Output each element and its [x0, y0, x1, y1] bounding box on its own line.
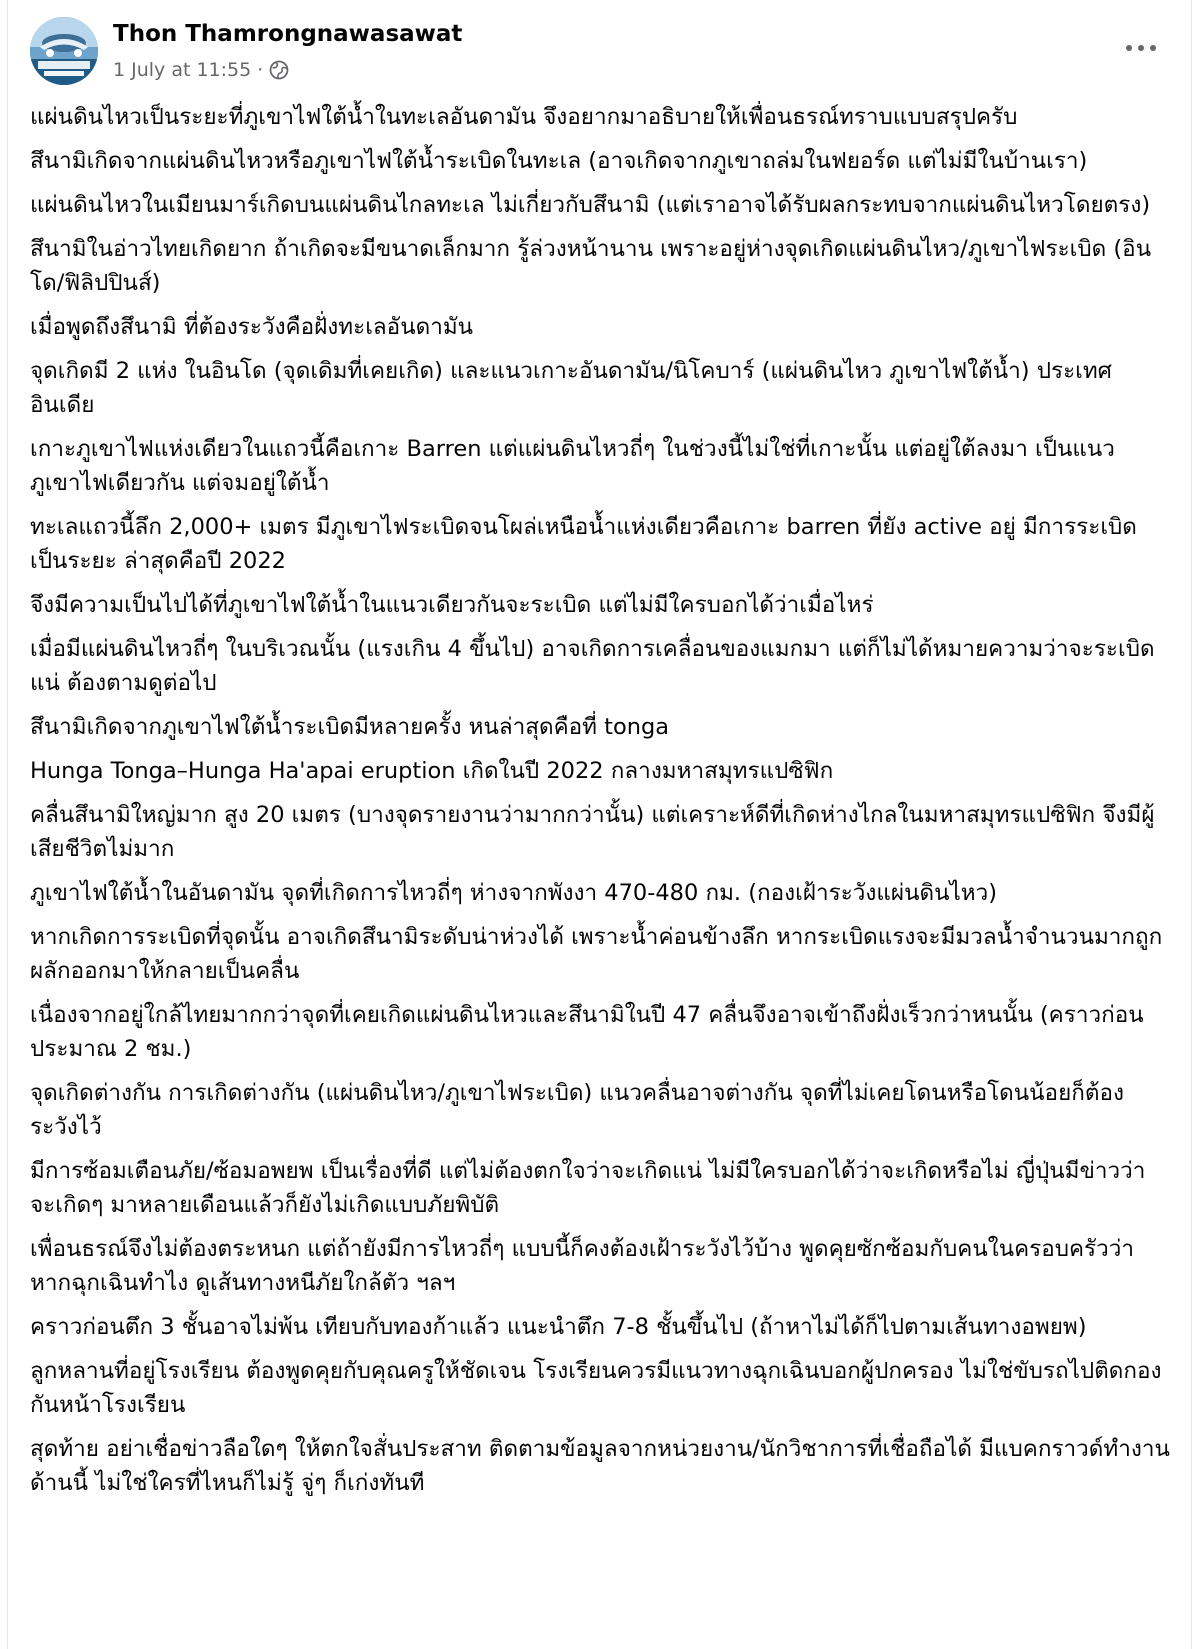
post-timestamp[interactable]: 1 July at 11:55: [113, 59, 252, 81]
post-body: [30, 100, 1170, 1510]
post-paragraph: ลูกหลานที่อยู่โรงเรียน ต้องพูดคุยกับคุณครูให้ชัดเจน โรงเรียนควรมีแนวทางฉุกเฉินบอกผู้ปกครอง ไม่ใช่ขับรถไปติดกองกันหน้าโรงเรียน: [30, 1358, 1162, 1418]
avatar-image: [30, 17, 98, 85]
post-paragraph: ภูเขาไฟใต้น้ำในอันดามัน จุดที่เกิดการไหวถี่ๆ ห่างจากพังงา 470-480 กม. (กองเฝ้าระวังแผ่นดินไหว): [30, 880, 998, 906]
post-paragraph: สุดท้าย อย่าเชื่อข่าวลือใดๆ ให้ตกใจสั่นประสาท ติดตามข้อมูลจากหน่วยงาน/นักวิชาการที่เชื่อถือได้ มีแบคกราวด์ทำงานด้านนี้ ไม่ใช่ใครที่ไหนก็ไม่รู้ จู่ๆ ก็เก่งทันที: [30, 1436, 1170, 1496]
post-paragraph: แผ่นดินไหวในเมียนมาร์เกิดบนแผ่นดินไกลทะเล ไม่เกี่ยวกับสึนามิ (แต่เราอาจได้รับผลกระทบจากแผ่นดินไหวโดยตรง): [30, 192, 1151, 218]
more-options-icon[interactable]: [1119, 32, 1163, 64]
post-paragraph: จุดเกิดต่างกัน การเกิดต่างกัน (แผ่นดินไหว/ภูเขาไฟระเบิด) แนวคลื่นอาจต่างกัน จุดที่ไม่เคยโดนหรือโดนน้อยก็ต้องระวังไว้: [30, 1080, 1124, 1140]
more-dot: [1138, 45, 1144, 51]
avatar[interactable]: [30, 17, 98, 85]
post-paragraph: คลื่นสึนามิใหญ่มาก สูง 20 เมตร (บางจุดรายงานว่ามากกว่านั้น) แต่เคราะห์ดีที่เกิดห่างไกลในมหาสมุทรแปซิฟิก จึงมีผู้เสียชีวิตไม่มาก: [30, 802, 1155, 862]
post-paragraph: สึนามิเกิดจากภูเขาไฟใต้น้ำระเบิดมีหลายครั้ง หนล่าสุดคือที่ tonga: [30, 714, 670, 740]
more-dot: [1150, 45, 1156, 51]
globe-icon[interactable]: [269, 60, 289, 80]
post-paragraph: เนื่องจากอยู่ใกล้ไทยมากกว่าจุดที่เคยเกิดแผ่นดินไหวและสึนามิในปี 47 คลื่นจึงอาจเข้าถึงฝั่งเร็วกว่าหนนั้น (คราวก่อนประมาณ 2 ชม.): [30, 1002, 1144, 1062]
post-paragraph: แผ่นดินไหวเป็นระยะที่ภูเขาไฟใต้น้ำในทะเลอันดามัน จึงอยากมาอธิบายให้เพื่อนธรณ์ทราบแบบสรุปครับ: [30, 104, 1018, 130]
post-paragraph: หากเกิดการระเบิดที่จุดนั้น อาจเกิดสึนามิระดับน่าห่วงได้ เพราะน้ำค่อนข้างลึก หากระเบิดแรงจะมีมวลน้ำจำนวนมากถูกผลักออกมาให้กลายเป็นคลื่น: [30, 924, 1163, 984]
author-name[interactable]: Thon Thamrongnawasawat: [113, 21, 463, 47]
post-header: [8, 0, 1191, 96]
post-paragraph: เกาะภูเขาไฟแห่งเดียวในแถวนี้คือเกาะ Barren แต่แผ่นดินไหวถี่ๆ ในช่วงนี้ไม่ใช่ที่เกาะนั้น แต่อยู่ใต้ลงมา เป็นแนวภูเขาไฟเดียวกัน แต่จมอยู่ใต้น้ำ: [30, 436, 1115, 496]
post-paragraph: Hunga Tonga–Hunga Ha'apai eruption เกิดในปี 2022 กลางมหาสมุทรแปซิฟิก: [30, 758, 834, 784]
post-paragraph: จึงมีความเป็นไปได้ที่ภูเขาไฟใต้น้ำในแนวเดียวกันจะระเบิด แต่ไม่มีใครบอกได้ว่าเมื่อไหร่: [30, 592, 874, 618]
post-meta: [113, 57, 289, 83]
post-paragraph: สึนามิในอ่าวไทยเกิดยาก ถ้าเกิดจะมีขนาดเล็กมาก รู้ล่วงหน้านาน เพราะอยู่ห่างจุดเกิดแผ่นดินไหว/ภูเขาไฟระเบิด (อินโด/ฟิลิปปินส์): [30, 236, 1152, 296]
post-paragraph: คราวก่อนตึก 3 ชั้นอาจไม่พ้น เทียบกับทองก้าแล้ว แนะนำตึก 7-8 ชั้นขึ้นไป (ถ้าหาไม่ได้ก็ไปตามเส้นทางอพยพ): [30, 1314, 1087, 1340]
more-dot: [1126, 45, 1132, 51]
post-paragraph: เมื่อพูดถึงสึนามิ ที่ต้องระวังคือฝั่งทะเลอันดามัน: [30, 314, 474, 340]
post-card: [7, 0, 1192, 1649]
post-paragraph: ทะเลแถวนี้ลึก 2,000+ เมตร มีภูเขาไฟระเบิดจนโผล่เหนือน้ำแห่งเดียวคือเกาะ barren ที่ยัง active อยู่ มีการระเบิดเป็นระยะ ล่าสุดคือปี 2022: [30, 514, 1137, 574]
post-paragraph: มีการซ้อมเตือนภัย/ซ้อมอพยพ เป็นเรื่องที่ดี แต่ไม่ต้องตกใจว่าจะเกิดแน่ ไม่มีใครบอกได้ว่าจะเกิดหรือไม่ ญี่ปุ่นมีข่าวว่าจะเกิดๆ มาหลายเดือนแล้วก็ยังไม่เกิดแบบภัยพิบัติ: [30, 1158, 1146, 1218]
post-paragraph: เมื่อมีแผ่นดินไหวถี่ๆ ในบริเวณนั้น (แรงเกิน 4 ขึ้นไป) อาจเกิดการเคลื่อนของแมกมา แต่ก็ไม่ได้หมายความว่าจะระเบิดแน่ ต้องตามดูต่อไป: [30, 636, 1155, 696]
post-paragraph: เพื่อนธรณ์จึงไม่ต้องตระหนก แต่ถ้ายังมีการไหวถี่ๆ แบบนี้ก็คงต้องเฝ้าระวังไว้บ้าง พูดคุยซักซ้อมกับคนในครอบครัวว่าหากฉุกเฉินทำไง ดูเส้นทางหนีภัยใกล้ตัว ฯลฯ: [30, 1236, 1135, 1296]
post-paragraph: จุดเกิดมี 2 แห่ง ในอินโด (จุดเดิมที่เคยเกิด) และแนวเกาะอันดามัน/นิโคบาร์ (แผ่นดินไหว ภูเขาไฟใต้น้ำ) ประเทศอินเดีย: [30, 358, 1112, 418]
post-paragraph: สึนามิเกิดจากแผ่นดินไหวหรือภูเขาไฟใต้น้ำระเบิดในทะเล (อาจเกิดจากภูเขาถล่มในฟยอร์ด แต่ไม่มีในบ้านเรา): [30, 148, 1088, 174]
meta-separator: ·: [257, 59, 264, 81]
